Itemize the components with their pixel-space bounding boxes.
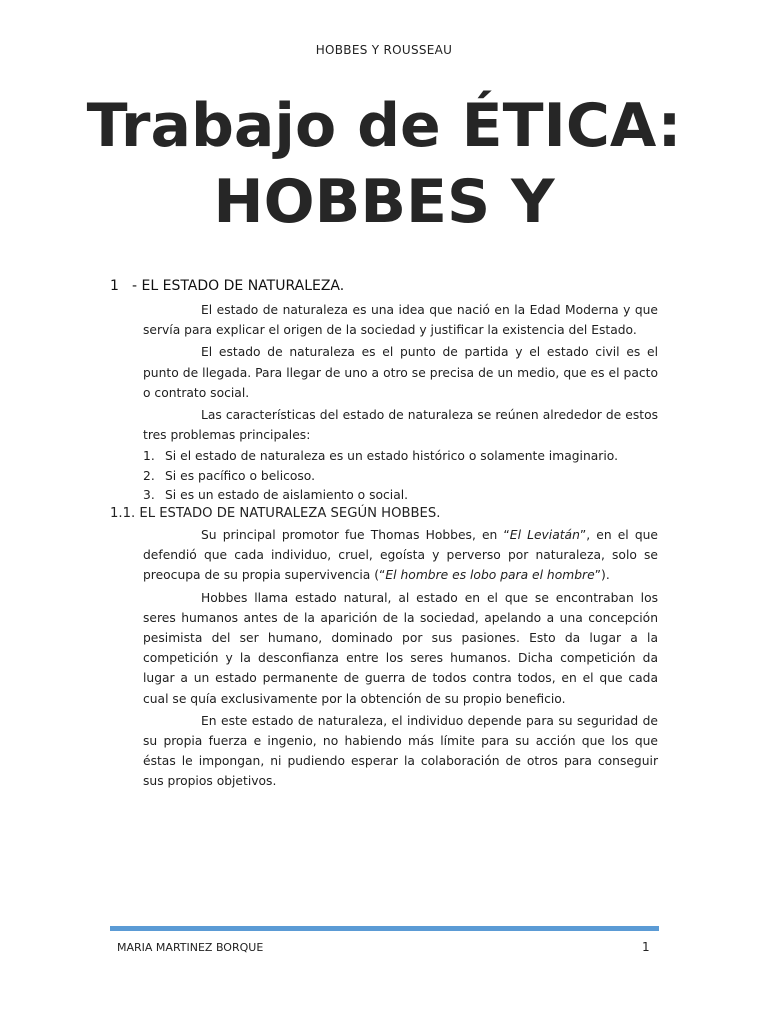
- quote: El hombre es lobo para el hombre: [385, 568, 595, 583]
- document-title: [0, 88, 768, 240]
- list-item-text: Si es pacífico o belicoso.: [165, 468, 316, 483]
- footer-author: MARIA MARTINEZ BORQUE: [117, 941, 264, 954]
- paragraph: El estado de naturaleza es el punto de partida y el estado civil es el punto de llegada. Para llegar de uno a otro se precisa de un medio, que es el pacto o contrato social.: [143, 345, 658, 400]
- list-marker: 3.: [143, 487, 155, 502]
- paragraph: El estado de naturaleza es una idea que nació en la Edad Moderna y que servía para explicar el origen de la sociedad y justificar la existencia del Estado.: [143, 303, 658, 338]
- document-body: [110, 276, 658, 794]
- text-run: ”, en el que defendió que cada individuo, cruel, egoísta y perverso por naturaleza, solo se preocupa de su propia supervivencia (“: [143, 528, 658, 583]
- section-1-1-body: [143, 525, 658, 792]
- paragraph: Hobbes llama estado natural, al estado en el que se encontraban los seres humanos antes de la aparición de la sociedad, apelando a una concepción pesimista del ser humano, dominado por sus pasiones. Esto da lugar a la competición y la desconfianza entre los seres humanos. Dicha competición da lugar a un estado permanente de guerra de todos contra todos, en el que cada cual se quía exclusivamente por la obtención de su propio beneficio.: [143, 590, 658, 706]
- paragraph: [143, 525, 658, 586]
- section-1-heading: [110, 276, 658, 296]
- footer-rule: [110, 926, 659, 931]
- section-1-number: 1: [110, 278, 119, 294]
- section-1-body: [143, 300, 658, 505]
- book-title: El Leviatán: [509, 528, 580, 543]
- problems-list: [143, 447, 658, 505]
- list-item-text: Si el estado de naturaleza es un estado histórico o solamente imaginario.: [165, 449, 618, 464]
- page-header: HOBBES Y ROUSSEAU: [315, 43, 453, 57]
- list-item: [143, 447, 658, 466]
- list-marker: 1.: [143, 449, 155, 464]
- text-run: Su principal promotor fue Thomas Hobbes, en “: [201, 528, 510, 543]
- section-1-heading-text: - EL ESTADO DE NATURALEZA.: [132, 278, 345, 294]
- title-line-2: HOBBES Y: [213, 167, 555, 237]
- text-run: ”).: [594, 568, 610, 583]
- page-number: 1: [642, 940, 650, 954]
- paragraph: En este estado de naturaleza, el individuo depende para su seguridad de su propia fuerza e ingenio, no habiendo más límite para su acción que los que éstas le impongan, ni pudiendo esperar la colaboración de otros para conseguir sus propios objetivos.: [143, 713, 658, 789]
- list-marker: 2.: [143, 468, 155, 483]
- list-item-text: Si es un estado de aislamiento o social.: [165, 487, 409, 502]
- list-item: [143, 486, 658, 505]
- section-1-1-heading: 1.1. EL ESTADO DE NATURALEZA SEGÚN HOBBES.: [110, 506, 441, 522]
- list-item: [143, 467, 658, 486]
- paragraph: Las características del estado de naturaleza se reúnen alrededor de estos tres problemas principales:: [143, 408, 658, 443]
- title-line-1: Trabajo de ÉTICA:: [86, 91, 682, 161]
